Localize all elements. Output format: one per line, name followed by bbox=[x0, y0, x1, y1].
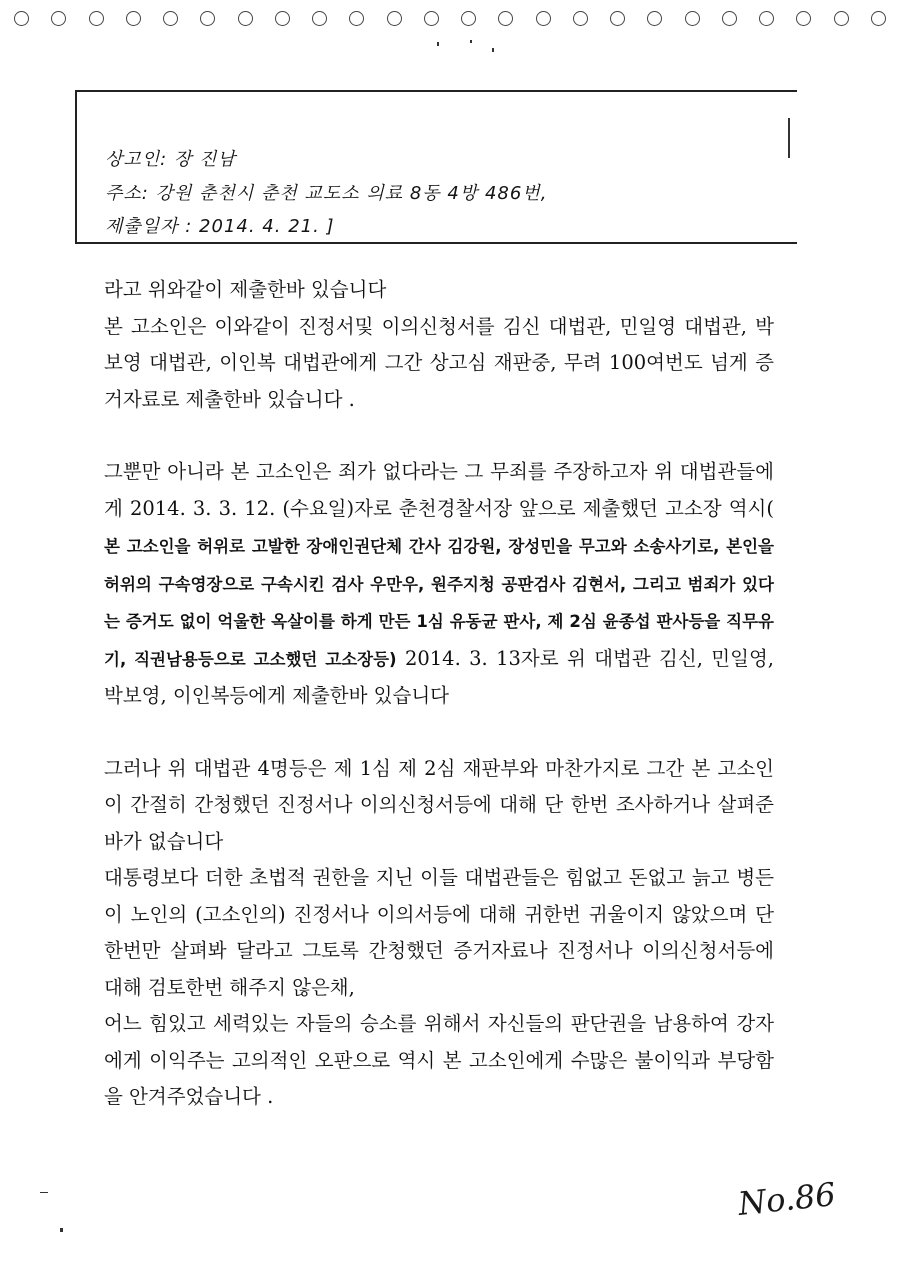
binder-hole bbox=[424, 11, 439, 26]
binder-hole bbox=[647, 11, 662, 26]
paragraph-no-review: 그러나 위 대법관 4명등은 제 1심 제 2심 재판부와 마찬가지로 그간 본 고소인이 간절히 간청했던 진정서나 이의신청서등에 대해 단 한번 조사하거나 살펴준바가 없습니다 bbox=[104, 756, 774, 853]
binder-hole bbox=[349, 11, 364, 26]
page-number: No.86 bbox=[736, 1175, 838, 1223]
binder-hole bbox=[312, 11, 327, 26]
binder-hole bbox=[51, 11, 66, 26]
complaint-text-end: 2014. 3. 13자로 위 대법관 김신, 민일영, 박보영, 이인복등에게 제출한바 있습니다 bbox=[104, 646, 774, 707]
binder-hole bbox=[796, 11, 811, 26]
binder-hole bbox=[573, 11, 588, 26]
submit-date-line: 제출일자 : 2014. 4. 21. ] bbox=[105, 216, 335, 237]
binder-hole bbox=[871, 11, 886, 26]
header-frame-tick bbox=[788, 118, 790, 158]
binder-holes bbox=[14, 8, 886, 28]
binder-hole bbox=[610, 11, 625, 26]
speck bbox=[437, 42, 439, 46]
speck bbox=[470, 40, 472, 43]
binder-hole bbox=[163, 11, 178, 26]
complaint-bold-detail: 본 고소인을 허위로 고발한 장애인권단체 간사 김강원, 장성민을 무고와 소송사기로, 본인을 허위의 구속영장으로 구속시킨 검사 우만우, 원주지청 공판검사 김현서, 그리고 범죄가 있다는 증거도 없이 억울한 옥살이를 하게 만든 1심 유동균 판사, 제 2심 윤종섭 판사등을 직무유기, 직권남용등으로 고소했던 고소장등) bbox=[104, 537, 774, 669]
address-line: 주소: 강원 춘천시 춘천 교도소 의료 8동 4방 486번, bbox=[105, 183, 548, 204]
binder-hole bbox=[536, 11, 551, 26]
binder-hole bbox=[759, 11, 774, 26]
paragraph-submission: 본 고소인은 이와같이 진정서및 이의신청서를 김신 대법관, 민일영 대법관, 박보영 대법관, 이인복 대법관에게 그간 상고심 재판중, 무려 100여번도 넘게 증거자료로 제출한바 있습니다 . bbox=[104, 314, 774, 411]
binder-hole bbox=[200, 11, 215, 26]
binder-hole bbox=[685, 11, 700, 26]
paragraph-misjudgment: 어느 힘있고 세력있는 자들의 승소를 위해서 자신들의 판단권을 남용하여 강자에게 이익주는 고의적인 오판으로 역시 본 고소인에게 수많은 불이익과 부당함을 안겨주었습니다 . bbox=[104, 1012, 774, 1108]
binder-hole bbox=[461, 11, 476, 26]
binder-hole bbox=[387, 11, 402, 26]
paragraph-justices: 대통령보다 더한 초법적 권한을 지닌 이들 대법관들은 힘없고 돈없고 늙고 병든 이 노인의 (고소인의) 진정서나 이의서등에 대해 귀한번 귀울이지 않았으며 단 한번만 살펴봐 달라고 그토록 간청했던 증거자료나 진정서나 이의신청서등에 대해 검토한번 해주지 않은채, bbox=[104, 866, 774, 999]
binder-hole bbox=[89, 11, 104, 26]
binder-hole bbox=[722, 11, 737, 26]
speck bbox=[40, 1192, 48, 1193]
binder-hole bbox=[498, 11, 513, 26]
binder-hole bbox=[14, 11, 29, 26]
speck bbox=[60, 1228, 63, 1232]
complaint-text-start: 그뿐만 아니라 본 고소인은 죄가 없다라는 그 무죄를 주장하고자 위 대법관들에게 2014. 3. 3. 12. (수요일)자로 춘천경찰서장 앞으로 제출했던 고소장 역시( bbox=[104, 460, 774, 520]
paragraph-complaint bbox=[104, 454, 774, 715]
binder-hole bbox=[275, 11, 290, 26]
speck bbox=[492, 48, 494, 52]
binder-hole bbox=[238, 11, 253, 26]
paragraph-intro: 라고 위와같이 제출한바 있습니다 bbox=[104, 278, 387, 301]
binder-hole bbox=[126, 11, 141, 26]
document-body bbox=[104, 272, 774, 1116]
binder-hole bbox=[834, 11, 849, 26]
appellant-line: 상고인: 장 진남 bbox=[105, 149, 236, 170]
